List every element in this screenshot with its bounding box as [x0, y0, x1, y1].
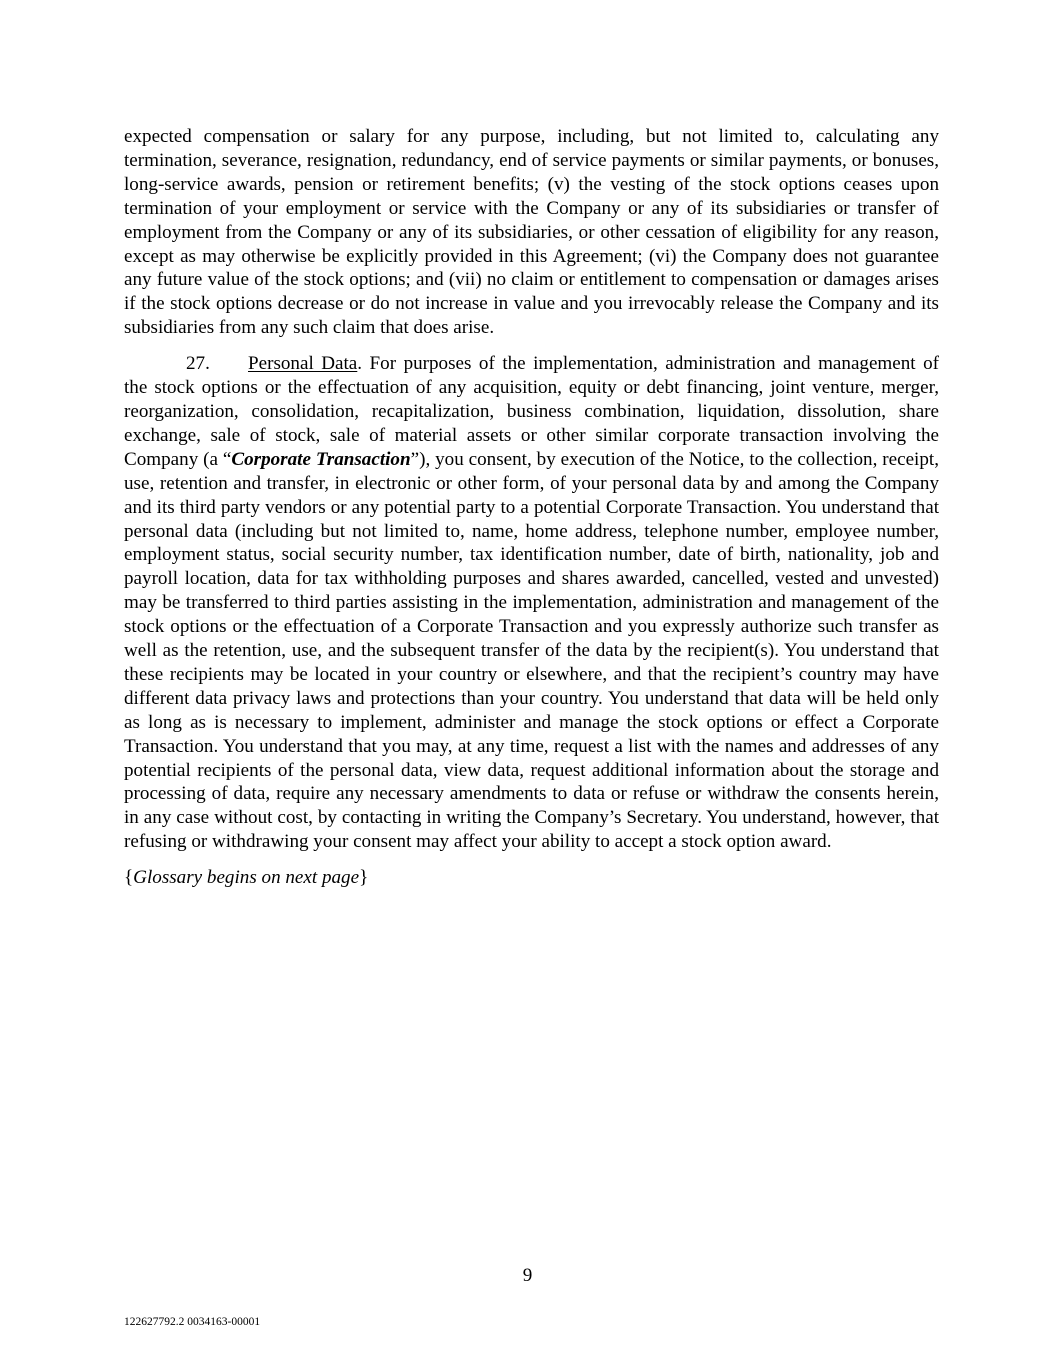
section-number: 27. — [186, 353, 210, 375]
defined-term: Corporate Transaction — [231, 448, 411, 470]
note-text: Glossary begins on next page — [133, 867, 360, 889]
section-heading: Personal Data — [248, 353, 358, 375]
paragraph-continuation: expected compensation or salary for any purpose, including, but not limited to, calculating any termination, severance, resignation, redundancy, end of service payments or similar payments, or bonuses, long-service awards, pension or retirement benefits; (v) the vesting of the stock options ceases upon termination of your employment or service with the Company or any of its subsidiaries or transfer of employment from the Company or any of its subsidiaries, or other cessation of eligibility for any reason, except as may otherwise be explicitly provided in this Agreement; (vi) the Company does not guarantee any future value of the stock options; and (vii) no claim or entitlement to compensation or damages arises if the stock options decrease or do not increase in value and you irrevocably release the Company and its subsidiaries from any such claim that does arise. — [124, 126, 939, 339]
document-id: 122627792.2 0034163-00001 — [124, 1316, 261, 1328]
note-open-brace: { — [124, 867, 134, 889]
glossary-note — [124, 866, 939, 890]
section-27-personal-data — [124, 352, 939, 854]
document-body — [124, 125, 939, 890]
section-text-part2: ”), you consent, by execution of the Notice, to the collection, receipt, use, retention and transfer, in electronic or other form, of your personal data by and among the Company and its third party vendors or any potential party to a potential Corporate Transaction. You understand that personal data (including but not limited to, name, home address, telephone number, employee number, employment status, social security number, tax identification number, date of birth, nationality, job and payroll location, data for tax withholding purposes and shares awarded, cancelled, vested and unvested) may be transferred to third parties assisting in the implementation, administration and management of the stock options or the effectuation of a Corporate Transaction and you expressly authorize such transfer as well as the retention, use, and the subsequent transfer of the data by the recipient(s). You understand that these recipients may be located in your country or elsewhere, and that the recipient’s country may have different data privacy laws and protections than your country. You understand that data will be held only as long as is necessary to implement, administer and manage the stock options or effect a Corporate Transaction. You understand that you may, at any time, request a list with the names and addresses of any potential recipients of the personal data, view data, request additional information about the storage and processing of data, require any necessary amendments to data or refuse or withdraw the consents herein, in any case without cost, by contacting in writing the Company’s Secretary. You understand, however, that refusing or withdrawing your consent may affect your ability to accept a stock option award. — [124, 448, 939, 853]
section-text-part1: . For purposes of the implementation, administration and management of the stock options or the effectuation of any acquisition, equity or debt financing, joint venture, merger, reorganization, consolidation, recapitalization, business combination, liquidation, dissolution, share exchange, sale of stock, sale of material assets or other similar corporate transaction involving the Company (a “ — [124, 353, 940, 470]
note-close-brace: } — [359, 867, 369, 889]
page-number: 9 — [522, 1265, 533, 1286]
